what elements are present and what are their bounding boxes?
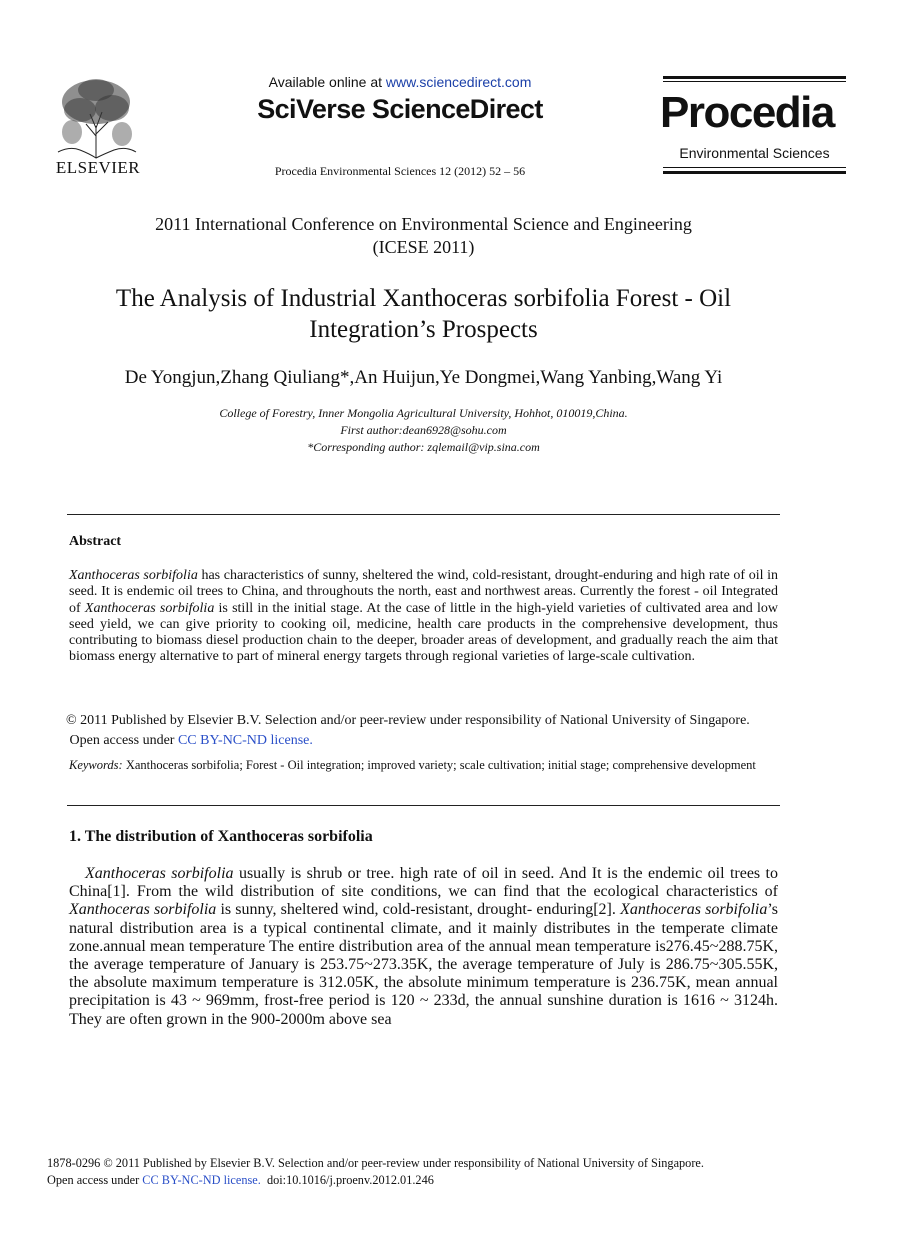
brand-rule-bottom-thin: [663, 167, 846, 168]
journal-brand: Procedia: [660, 88, 834, 137]
journal-reference: Procedia Environmental Sciences 12 (2012) 52 – 56: [274, 164, 526, 178]
brand-rule-top: [663, 76, 846, 79]
species-name: Xanthoceras sorbifolia: [84, 600, 215, 616]
footer-open-access-prefix: Open access under: [47, 1172, 143, 1187]
conference-name: [90, 213, 757, 259]
abstract-rule-bottom: [67, 805, 780, 806]
keywords-label: Keywords:: [69, 758, 123, 772]
elsevier-tree-logo: [50, 76, 142, 160]
abstract-text-b: is still in the initial stage. At the case of little in the high-yield varieties of cultivated area and low seed yield, we can give priority to cooking oil, medicine, health care products in the comprehensive development, thus contributing to biomass diesel production chain to the deeper, broader areas of development, and gradually reach the aim that biomass energy alternative to part of mineral energy targets through regional varieties of large-scale cultivation.: [69, 600, 778, 665]
keywords: [69, 757, 778, 774]
abstract-text-a: has characteristics of sunny, sheltered the wind, cold-resistant, drought-enduring and high rate of oil in seed. It is endemic oil trees to China, and throughouts the north, east and northwest areas. Currently the forest - oil Integrated of: [69, 568, 778, 616]
species-name: Xanthoceras sorbifolia: [69, 568, 198, 583]
footer-issn-line: 1878-0296 © 2011 Published by Elsevier B.V. Selection and/or peer-review under responsibility of National University of Singapore.: [47, 1156, 704, 1170]
title-line2: Integration’s Prospects: [309, 316, 538, 343]
open-access-prefix: Open access under: [69, 733, 178, 748]
platform-name: SciVerse ScienceDirect: [257, 94, 543, 124]
footer-access-line: [47, 1172, 807, 1189]
section-text-b: is sunny, sheltered wind, cold-resistant, drought- enduring[2].: [216, 901, 621, 919]
elsevier-wordmark: ELSEVIER: [55, 158, 141, 177]
paper-title: [60, 283, 787, 345]
page-footer: [47, 1155, 807, 1188]
species-name: Xanthoceras sorbifolia: [620, 901, 768, 919]
brand-rule-bottom: [663, 171, 846, 174]
author-list: De Yongjun,Zhang Qiuliang*,An Huijun,Ye Dongmei,Wang Yanbing,Wang Yi: [124, 367, 723, 388]
keywords-text: Xanthoceras sorbifolia; Forest - Oil integration; improved variety; scale cultivation; initial stage; comprehensive development: [122, 758, 756, 772]
conference-line1: 2011 International Conference on Environmental Science and Engineering: [155, 214, 692, 234]
first-author-email: First author:dean6928@sohu.com: [340, 423, 507, 437]
section-text-a: usually is shrub or tree. high rate of oil in seed. And It is the endemic oil trees to China[1]. From the wild distribution of site conditions, we can find that the ecological characteristics of: [69, 865, 779, 901]
section-heading: 1. The distribution of Xanthoceras sorbifolia: [69, 828, 373, 845]
abstract-heading: Abstract: [69, 534, 122, 549]
available-prefix: Available online at: [268, 74, 386, 90]
license-link[interactable]: CC BY-NC-ND license.: [177, 733, 313, 748]
open-access-line: [66, 731, 778, 751]
species-name: Xanthoceras sorbifolia: [69, 901, 217, 919]
abstract-rule-top: [67, 514, 780, 515]
section-text-c: ’s natural distribution area is a typical continental climate, and it mainly distributes in the temperate climate zone.annual mean temperature The entire distribution area of the annual mean temperature is276.45~288.75K, the average temperature of January is 253.75~273.35K, the average temperature of July is 286.75~305.55K, the absolute maximum temperature is 312.05K, the absolute minimum temperature is 236.75K, mean annual precipitation is 43 ~ 969mm, frost-free period is 120 ~ 233d, the annual sunshine duration is 1616 ~ 3124h. They are often grown in the 900-2000m above sea: [69, 901, 779, 1028]
copyright-line: © 2011 Published by Elsevier B.V. Selection and/or peer-review under responsibility of National University of Singapore.: [66, 713, 750, 728]
available-online: [230, 74, 570, 90]
affiliation: College of Forestry, Inner Mongolia Agricultural University, Hohhot, 010019,China.: [219, 406, 628, 420]
corresponding-author-email: *Corresponding author: zqlemail@vip.sina.com: [307, 440, 540, 454]
title-line1: The Analysis of Industrial Xanthoceras sorbifolia Forest - Oil: [115, 285, 732, 312]
abstract-body: [69, 568, 778, 666]
journal-subbrand: Environmental Sciences: [679, 145, 830, 161]
brand-rule-top-thin: [663, 81, 846, 82]
affiliations: [100, 405, 747, 456]
species-name: Xanthoceras sorbifolia: [85, 865, 234, 882]
doi[interactable]: doi:10.1016/j.proenv.2012.01.246: [266, 1172, 434, 1187]
conference-line2: (ICESE 2011): [372, 237, 475, 257]
section-body: [69, 865, 778, 1029]
copyright-notice: [66, 711, 778, 751]
sciencedirect-link[interactable]: www.sciencedirect.com: [385, 74, 532, 90]
footer-license-link[interactable]: CC BY-NC-ND license.: [142, 1172, 261, 1187]
